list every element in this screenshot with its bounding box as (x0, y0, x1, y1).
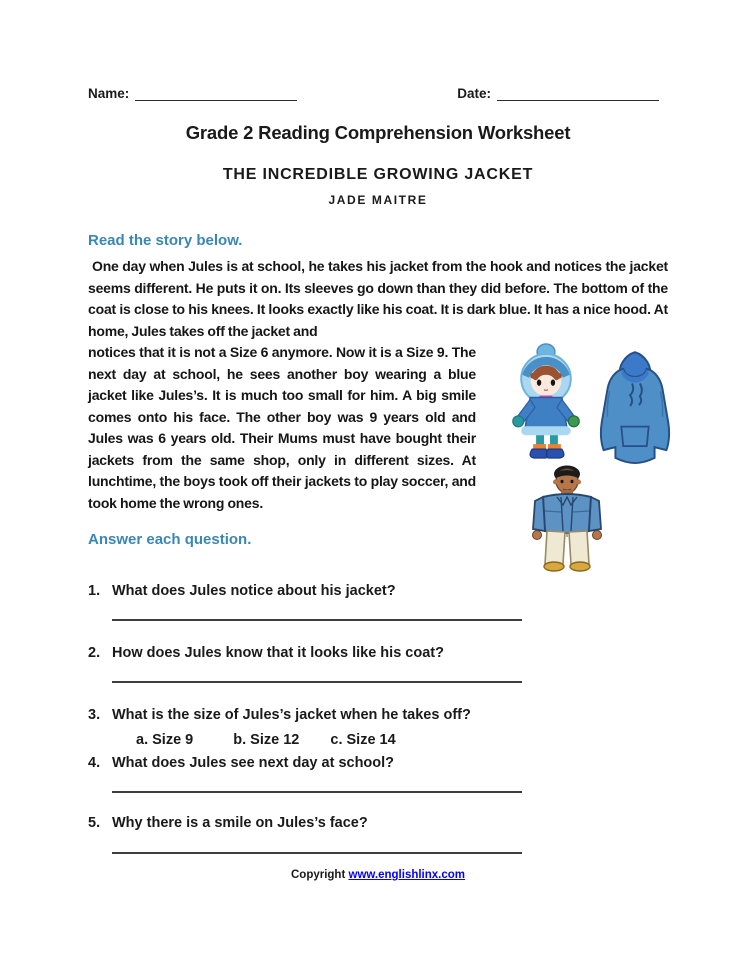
question-text: What is the size of Jules’s jacket when he takes off? (112, 707, 471, 723)
story-paragraph-full-width: One day when Jules is at school, he takes his jacket from the hook and notices the jacket seems different. He puts it on. Its sleeves go down than they did before. The bottom of the coat is close to his knees. It looks exactly like his coat. It is dark blue. It has a nice hood. At home, Jules takes off the jacket and (88, 258, 668, 339)
option-c: c. Size 14 (330, 732, 396, 748)
question-number: 1. (88, 583, 101, 599)
copyright-label: Copyright (290, 869, 346, 881)
date-label: Date: (457, 86, 491, 101)
question-3 (88, 705, 668, 725)
story-and-illustrations-row (88, 342, 668, 575)
read-story-heading: Read the story below. (88, 232, 243, 249)
blue-hoodie-illustration (588, 348, 682, 466)
name-field (88, 86, 297, 101)
answer-line-5 (112, 852, 522, 854)
illustrations-column (476, 342, 668, 575)
answer-line-4 (112, 791, 522, 793)
worksheet-title: Grade 2 Reading Comprehension Worksheet (185, 122, 571, 143)
question-number: 2. (88, 645, 101, 661)
story-author: JADE MAITRE (328, 193, 428, 207)
child-in-parka-illustration (506, 342, 588, 461)
question-3-options (136, 730, 668, 750)
question-text: What does Jules notice about his jacket? (112, 583, 396, 599)
name-blank-line (135, 87, 297, 101)
question-2 (88, 643, 668, 663)
question-number: 5. (88, 815, 101, 831)
question-1 (88, 581, 668, 601)
answer-line-2 (112, 681, 522, 683)
name-label: Name: (88, 86, 130, 101)
answer-line-1 (112, 619, 522, 621)
question-5 (88, 813, 668, 833)
boy-in-jacket-illustration (509, 463, 627, 575)
question-4 (88, 753, 668, 773)
date-field (457, 86, 659, 101)
story-paragraph-wrapped: notices that it is not a Size 6 anymore. Now it is a Size 9. The next day at school, he sees another boy wearing a blue jacket like Jules’s. It is much too small for him. A big smile comes onto his face. The other boy was 9 years old and Jules was 6 years old. Their Mums must have bought their jackets from the same shop, only in different sizes. At lunchtime, the boys took off their jackets to play soccer, and took home the wrong ones. (88, 344, 476, 511)
name-date-row (88, 86, 668, 101)
question-text: Why there is a smile on Jules’s face? (112, 815, 368, 831)
copyright-line (88, 869, 668, 881)
question-number: 4. (88, 755, 101, 771)
question-text: What does Jules see next day at school? (112, 755, 395, 771)
story-title: THE INCREDIBLE GROWING JACKET (222, 166, 534, 183)
date-blank-line (497, 87, 659, 101)
question-number: 3. (88, 707, 101, 723)
question-text: How does Jules know that it looks like his coat? (112, 645, 444, 661)
option-b: b. Size 12 (233, 732, 300, 748)
story-left-column (88, 342, 476, 575)
answer-questions-heading: Answer each question. (88, 531, 252, 548)
option-a: a. Size 9 (136, 732, 194, 748)
copyright-link[interactable]: www.englishlinx.com (348, 869, 466, 881)
